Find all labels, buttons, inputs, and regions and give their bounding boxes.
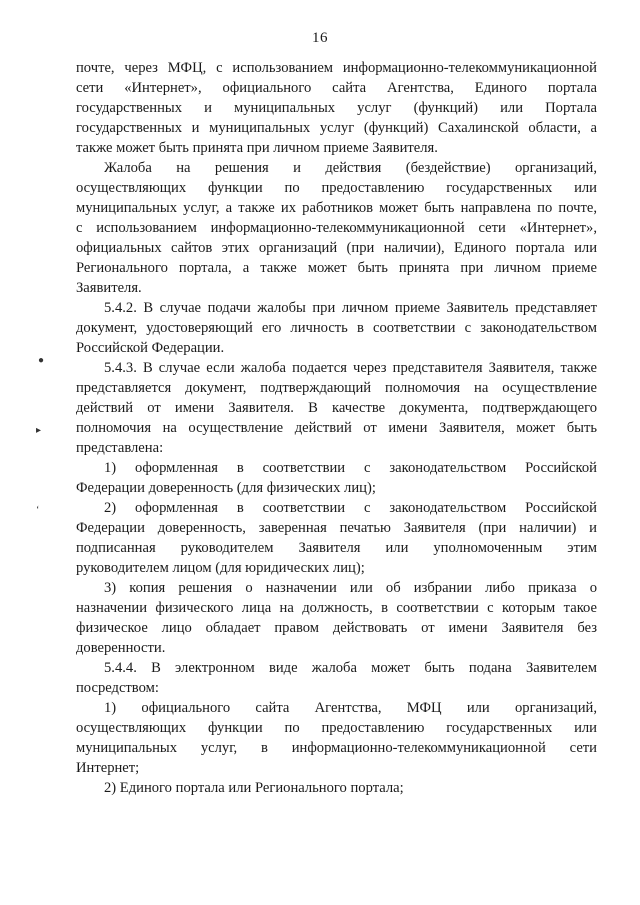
text-line: Интернет;	[76, 760, 140, 776]
text-line: 3) копия решения о назначении или об избрании либо приказа о	[104, 580, 597, 596]
margin-mark: ▸	[36, 425, 42, 436]
text-line: физическое лицо обладает правом действовать от имени Заявителя без	[76, 620, 597, 636]
text-line: Заявителя.	[76, 280, 142, 296]
text-line: 1) оформленная в соответствии с законодательством Российской	[104, 460, 597, 476]
text-line: сети «Интернет», официального сайта Агентства, Единого портала	[76, 80, 597, 96]
text-line: муниципальных услуг, а также их работников может быть направлена по почте,	[76, 200, 597, 216]
text-line: муниципальных услуг, в информационно-телекоммуникационной сети	[76, 740, 597, 756]
text-line: Федерации доверенность, заверенная печатью Заявителя (при наличии) и	[76, 520, 597, 536]
text-line: доверенности.	[76, 640, 166, 656]
text-line: руководителем лицом (для юридических лиц);	[76, 560, 365, 576]
text-line: осуществляющих функции по предоставлению государственных или	[76, 720, 597, 736]
text-line: 1) официального сайта Агентства, МФЦ или организаций,	[104, 700, 597, 716]
text-line: почте, через МФЦ, с использованием информационно-телекоммуникационной	[76, 60, 597, 76]
text-line: осуществляющих функции по предоставлению государственных или	[76, 180, 597, 196]
text-line: посредством:	[76, 680, 159, 696]
text-line: также может быть принята при личном приеме Заявителя.	[76, 140, 438, 156]
text-line: государственных и муниципальных услуг (функций) Сахалинской области, а	[76, 120, 597, 136]
text-line: представлена:	[76, 440, 164, 456]
text-line: подписанная руководителем Заявителя или уполномоченным этим	[76, 540, 597, 556]
text-line: представляется документ, подтверждающий полномочия на осуществление	[76, 380, 597, 396]
text-line: 5.4.4. В электронном виде жалоба может быть подана Заявителем	[104, 660, 597, 676]
text-line: Федерации доверенность (для физических лиц);	[76, 480, 376, 496]
text-line: полномочия на осуществление действий от имени Заявителя, может быть	[76, 420, 597, 436]
text-line: 2) Единого портала или Регионального портала;	[104, 780, 404, 796]
text-line: Регионального портала, а также может быть принята при личном приеме	[76, 260, 597, 276]
text-line: 5.4.2. В случае подачи жалобы при личном приеме Заявитель представляет	[104, 300, 597, 316]
text-line: Российской Федерации.	[76, 340, 225, 356]
margin-mark: ●	[38, 355, 45, 366]
text-line: документ, удостоверяющий его личность в соответствии с законодательством	[76, 320, 597, 336]
text-line: с использованием информационно-телекоммуникационной сети «Интернет»,	[76, 220, 597, 236]
text-line: назначении физического лица на должность, в соответствии с которым такое	[76, 600, 597, 616]
text-line: 5.4.3. В случае если жалоба подается через представителя Заявителя, также	[104, 360, 597, 376]
text-line: действий от имени Заявителя. В качестве документа, подтверждающего	[76, 400, 597, 416]
document-body	[76, 58, 597, 798]
margin-mark: ‘	[36, 505, 40, 516]
text-line: Жалоба на решения и действия (бездействие) организаций,	[104, 160, 597, 176]
page-number: 16	[312, 30, 328, 46]
text-line: официальных сайтов этих организаций (при наличии), Единого портала или	[76, 240, 597, 256]
text-line: 2) оформленная в соответствии с законодательством Российской	[104, 500, 597, 516]
text-line: государственных и муниципальных услуг (функций) или Портала	[76, 100, 597, 116]
